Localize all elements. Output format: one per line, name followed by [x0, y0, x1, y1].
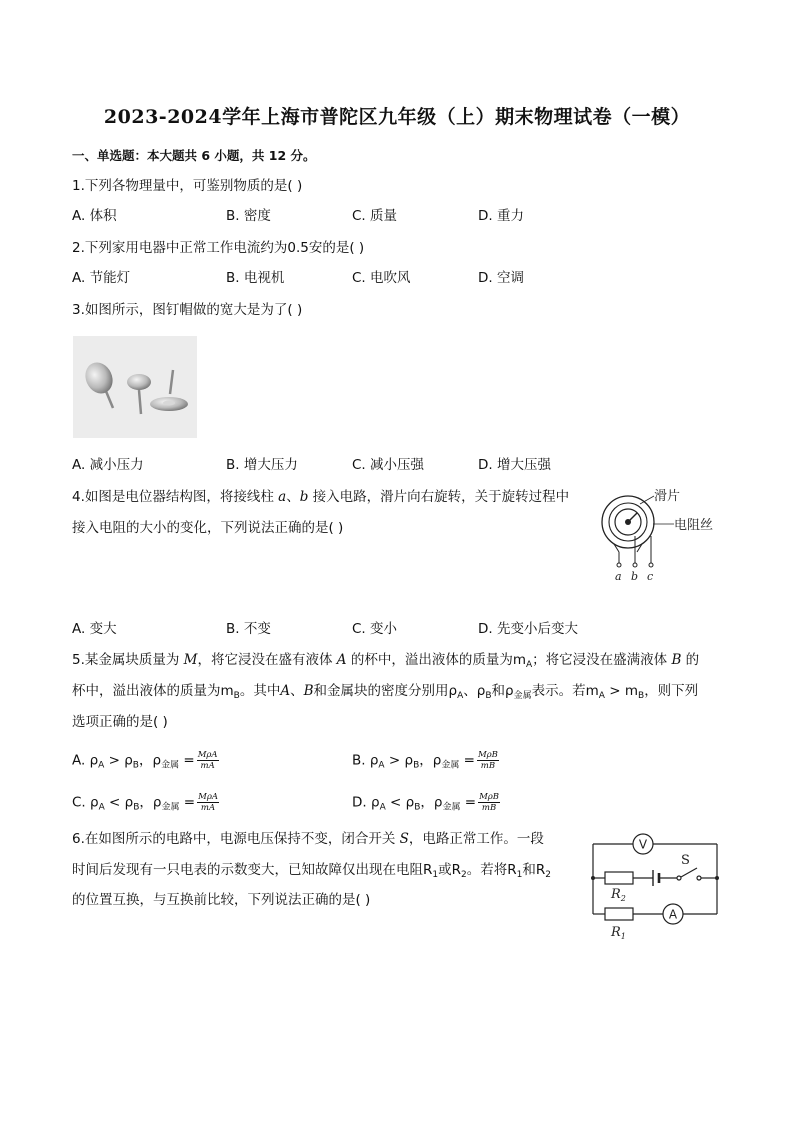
q2-option-c: C. 电吹风	[352, 270, 411, 286]
question-4-stem-line2: 接入电阻的大小的变化，下列说法正确的是( )	[72, 520, 344, 536]
q5-option-c: C. $\rho_A < \rho_B$，$\rho_{金属}$ = $\frac{\text{MρA}}{mA}$	[72, 792, 218, 813]
question-3-stem: 3.如图所示，图钉帽做的宽大是为了( )	[72, 302, 303, 318]
question-5-stem-line2: 杯中，溢出液体的质量为$m_B$。其中A、B和金属块的密度分别用$\rho_A$、$\rho_B$和$\rho_{金属}$表示。若$m_A > m_B$，则下列	[72, 683, 699, 701]
resistance-wire-label: 电阻丝	[674, 518, 714, 533]
ammeter-label: A	[668, 907, 678, 922]
q4-option-d: D. 先变小后变大	[478, 621, 578, 637]
slider-label: 滑片	[654, 489, 681, 504]
potentiometer-diagram	[596, 484, 726, 584]
question-6-stem-line3: 的位置互换，与互换前比较，下列说法正确的是( )	[72, 892, 371, 908]
q5-option-d: D. $\rho_A < \rho_B$，$\rho_{金属}$ = $\frac{\text{MρB}}{mB}$	[352, 792, 500, 813]
q1-option-d: D. 重力	[478, 208, 524, 224]
circuit-diagram	[585, 826, 725, 944]
q1-option-b: B. 密度	[226, 208, 271, 224]
terminal-b-label: b	[631, 570, 639, 583]
question-2-stem: 2.下列家用电器中正常工作电流约为0.5安的是( )	[72, 240, 365, 256]
q3-option-a: A. 减小压力	[72, 457, 144, 473]
page-title: 2023-2024学年上海市普陀区九年级（上）期末物理试卷（一模）	[103, 106, 691, 128]
r2-label: $R_2$	[611, 887, 626, 903]
q1-option-c: C. 质量	[352, 208, 398, 224]
q3-option-b: B. 增大压力	[226, 457, 298, 473]
question-6-stem-line2: 时间后发现有一只电表的示数变大，已知故障仅出现在电阻$R_1$或$R_2$。若将$R_1$和$R_2$	[72, 862, 551, 880]
q2-option-d: D. 空调	[478, 270, 524, 286]
switch-label: S	[681, 853, 690, 868]
question-4-stem-line1: 4.如图是电位器结构图，将接线柱 a、b 接入电路，滑片向右旋转，关于旋转过程中	[72, 489, 570, 505]
terminal-a-label: a	[615, 570, 622, 583]
q2-option-b: B. 电视机	[226, 270, 285, 286]
question-5-stem-line1: 5.某金属块质量为 M，将它浸没在盛有液体 A 的杯中，溢出液体的质量为$m_A$；将它浸没在盛满液体 B 的	[72, 652, 700, 670]
question-1-stem: 1.下列各物理量中，可鉴别物质的是( )	[72, 178, 303, 194]
terminal-c-label: c	[647, 570, 654, 583]
thumbtack-photo	[73, 336, 197, 438]
q2-option-a: A. 节能灯	[72, 270, 131, 286]
q1-option-a: A. 体积	[72, 208, 117, 224]
q4-option-b: B. 不变	[226, 621, 271, 637]
resistor-r1-icon	[605, 908, 633, 920]
voltmeter-label: V	[638, 837, 648, 852]
question-5-stem-line3: 选项正确的是( )	[72, 714, 168, 730]
q4-option-a: A. 变大	[72, 621, 117, 637]
resistor-r2-icon	[605, 872, 633, 884]
r1-label: $R_1$	[611, 925, 626, 941]
thumbtack-icon	[73, 336, 197, 438]
q3-option-d: D. 增大压强	[478, 457, 551, 473]
q5-option-b: B. $\rho_A > \rho_B$，$\rho_{金属}$ = $\frac{\text{MρB}}{mB}$	[352, 750, 498, 771]
q5-option-a: A. $\rho_A > \rho_B$，$\rho_{金属}$ = $\frac{\text{MρA}}{mA}$	[72, 750, 218, 771]
q4-option-c: C. 变小	[352, 621, 398, 637]
question-6-stem-line1: 6.在如图所示的电路中，电源电压保持不变，闭合开关 S，电路正常工作。一段	[72, 831, 544, 847]
section-heading: 一、单选题：本大题共 6 小题，共 12 分。	[72, 148, 316, 163]
q3-option-c: C. 减小压强	[352, 457, 425, 473]
